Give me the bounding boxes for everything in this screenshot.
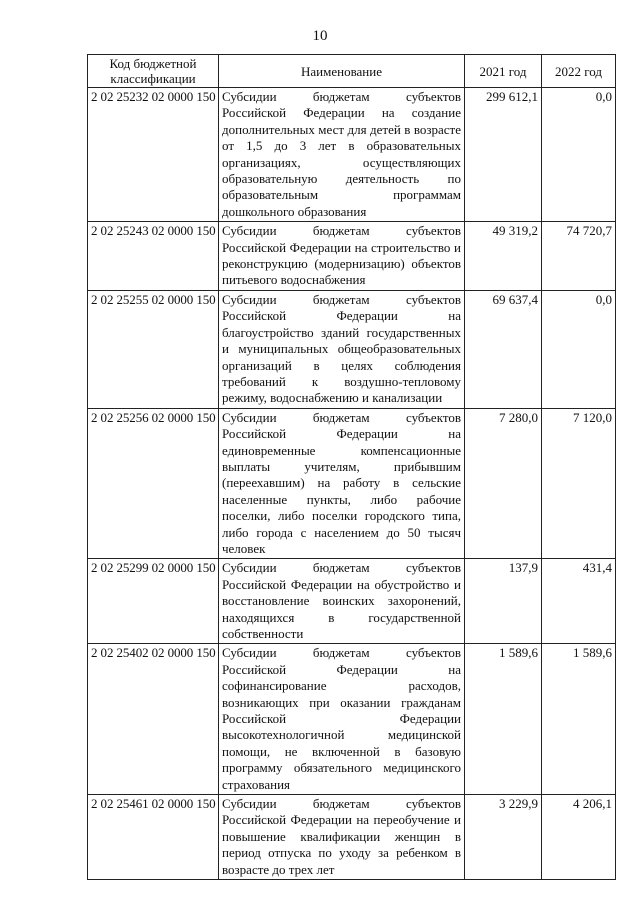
amount-2021: 69 637,4 bbox=[465, 290, 542, 408]
amount-2022: 7 120,0 bbox=[542, 408, 616, 559]
budget-code: 2 02 25299 02 0000 150 bbox=[88, 559, 219, 644]
amount-2022: 431,4 bbox=[542, 559, 616, 644]
amount-2021: 7 280,0 bbox=[465, 408, 542, 559]
amount-2022: 0,0 bbox=[542, 88, 616, 222]
amount-2021: 49 319,2 bbox=[465, 222, 542, 291]
budget-code: 2 02 25256 02 0000 150 bbox=[88, 408, 219, 559]
amount-2022: 4 206,1 bbox=[542, 795, 616, 880]
page-number: 10 bbox=[312, 28, 328, 44]
table-row bbox=[88, 644, 616, 795]
table-header-row bbox=[88, 55, 616, 88]
header-year-2021: 2021 год bbox=[465, 55, 542, 88]
table-row bbox=[88, 290, 616, 408]
amount-2021: 1 589,6 bbox=[465, 644, 542, 795]
header-name: Наименование bbox=[219, 55, 465, 88]
item-name: Субсидии бюджетам субъектов Российской Федерации на переобучение и повышение квалификации женщин в период отпуска по уходу за ребенком в возрасте до трех лет bbox=[219, 795, 465, 880]
table-row bbox=[88, 222, 616, 291]
budget-table bbox=[87, 54, 616, 880]
table-row bbox=[88, 88, 616, 222]
budget-code: 2 02 25402 02 0000 150 bbox=[88, 644, 219, 795]
table-row bbox=[88, 559, 616, 644]
amount-2021: 137,9 bbox=[465, 559, 542, 644]
item-name: Субсидии бюджетам субъектов Российской Федерации на единовременные компенсационные выплаты учителям, прибывшим (переехавшим) на работу в сельские населенные пункты, либо рабочие поселки, либо поселки городского типа, либо города с населением до 50 тысяч человек bbox=[219, 408, 465, 559]
item-name: Субсидии бюджетам субъектов Российской Федерации на софинансирование расходов, возникающих при оказании гражданам Российской Федерации высокотехнологичной медицинской помощи, не включенной в базовую программу обязательного медицинского страхования bbox=[219, 644, 465, 795]
amount-2021: 299 612,1 bbox=[465, 88, 542, 222]
item-name: Субсидии бюджетам субъектов Российской Федерации на строительство и реконструкцию (модернизацию) объектов питьевого водоснабжения bbox=[219, 222, 465, 291]
header-year-2022: 2022 год bbox=[542, 55, 616, 88]
amount-2022: 74 720,7 bbox=[542, 222, 616, 291]
budget-code: 2 02 25461 02 0000 150 bbox=[88, 795, 219, 880]
table-row bbox=[88, 795, 616, 880]
amount-2021: 3 229,9 bbox=[465, 795, 542, 880]
amount-2022: 1 589,6 bbox=[542, 644, 616, 795]
table-row bbox=[88, 408, 616, 559]
budget-code: 2 02 25255 02 0000 150 bbox=[88, 290, 219, 408]
item-name: Субсидии бюджетам субъектов Российской Федерации на создание дополнительных мест для детей в возрасте от 1,5 до 3 лет в образовательных организациях, осуществляющих образовательную деятельность по образовательным программам дошкольного образования bbox=[219, 88, 465, 222]
header-code: Код бюджетной классификации bbox=[88, 55, 219, 88]
amount-2022: 0,0 bbox=[542, 290, 616, 408]
budget-code: 2 02 25232 02 0000 150 bbox=[88, 88, 219, 222]
item-name: Субсидии бюджетам субъектов Российской Федерации на обустройство и восстановление воинских захоронений, находящихся в государственной собственности bbox=[219, 559, 465, 644]
item-name: Субсидии бюджетам субъектов Российской Федерации на благоустройство зданий государственных и муниципальных общеобразовательных организаций в целях соблюдения требований к воздушно-тепловому режиму, водоснабжению и канализации bbox=[219, 290, 465, 408]
budget-code: 2 02 25243 02 0000 150 bbox=[88, 222, 219, 291]
